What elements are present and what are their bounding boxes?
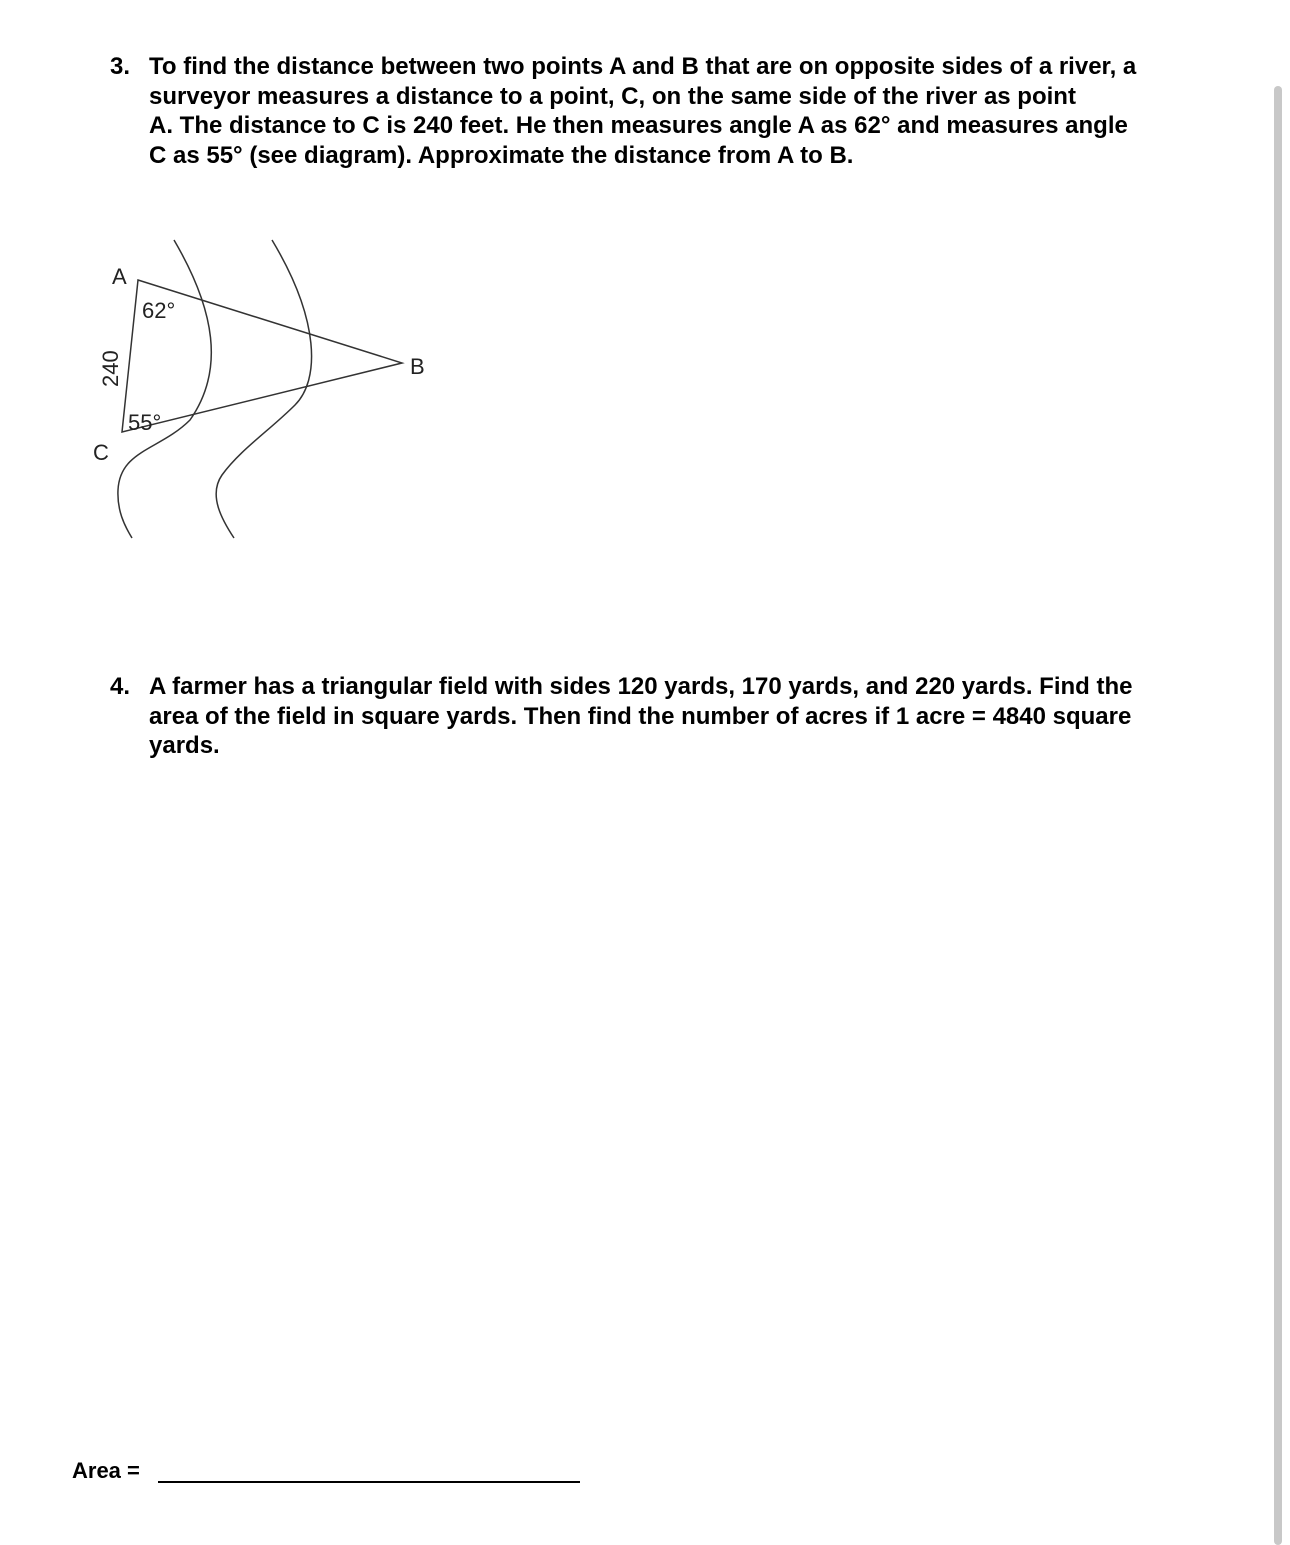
problem-line: A. The distance to C is 240 feet. He then measures angle A as 62° and measures angle: [149, 112, 1128, 139]
problem-line: A farmer has a triangular field with sides 120 yards, 170 yards, and 220 yards. Find the: [149, 673, 1133, 700]
problem-line: surveyor measures a distance to a point, C, on the same side of the river as point: [149, 82, 1076, 110]
area-answer-row: [72, 1456, 140, 1486]
river-bank-left: [118, 240, 211, 538]
problem-line: yards.: [149, 732, 220, 759]
vertex-label-c: C: [93, 440, 109, 465]
angle-label-a: 62°: [142, 298, 176, 323]
problem-line: To find the distance between two points A and B that are on opposite sides of a river, a: [149, 53, 1137, 80]
problem-number: 3.: [110, 53, 131, 80]
vertex-label-b: B: [410, 354, 425, 379]
scrollbar-thumb[interactable]: [1274, 86, 1282, 1545]
angle-label-c: 55°: [128, 410, 162, 435]
problem-line: area of the field in square yards. Then find the number of acres if 1 acre = 4840 square: [149, 702, 1132, 730]
problem-text: [149, 52, 1220, 170]
area-label: Area =: [72, 1458, 140, 1483]
problem-3: [110, 52, 1220, 170]
problem-4: [110, 672, 1220, 761]
side-label-ac: 240: [98, 350, 123, 387]
river-triangle-diagram: [0, 220, 460, 560]
area-answer-line[interactable]: [158, 1481, 580, 1483]
problem-number: 4.: [110, 673, 131, 700]
scrollbar-track[interactable]: [1268, 0, 1290, 1545]
problem-line: C as 55° (see diagram). Approximate the distance from A to B.: [149, 141, 854, 169]
vertex-label-a: A: [112, 264, 127, 289]
problem-text: [149, 672, 1220, 761]
